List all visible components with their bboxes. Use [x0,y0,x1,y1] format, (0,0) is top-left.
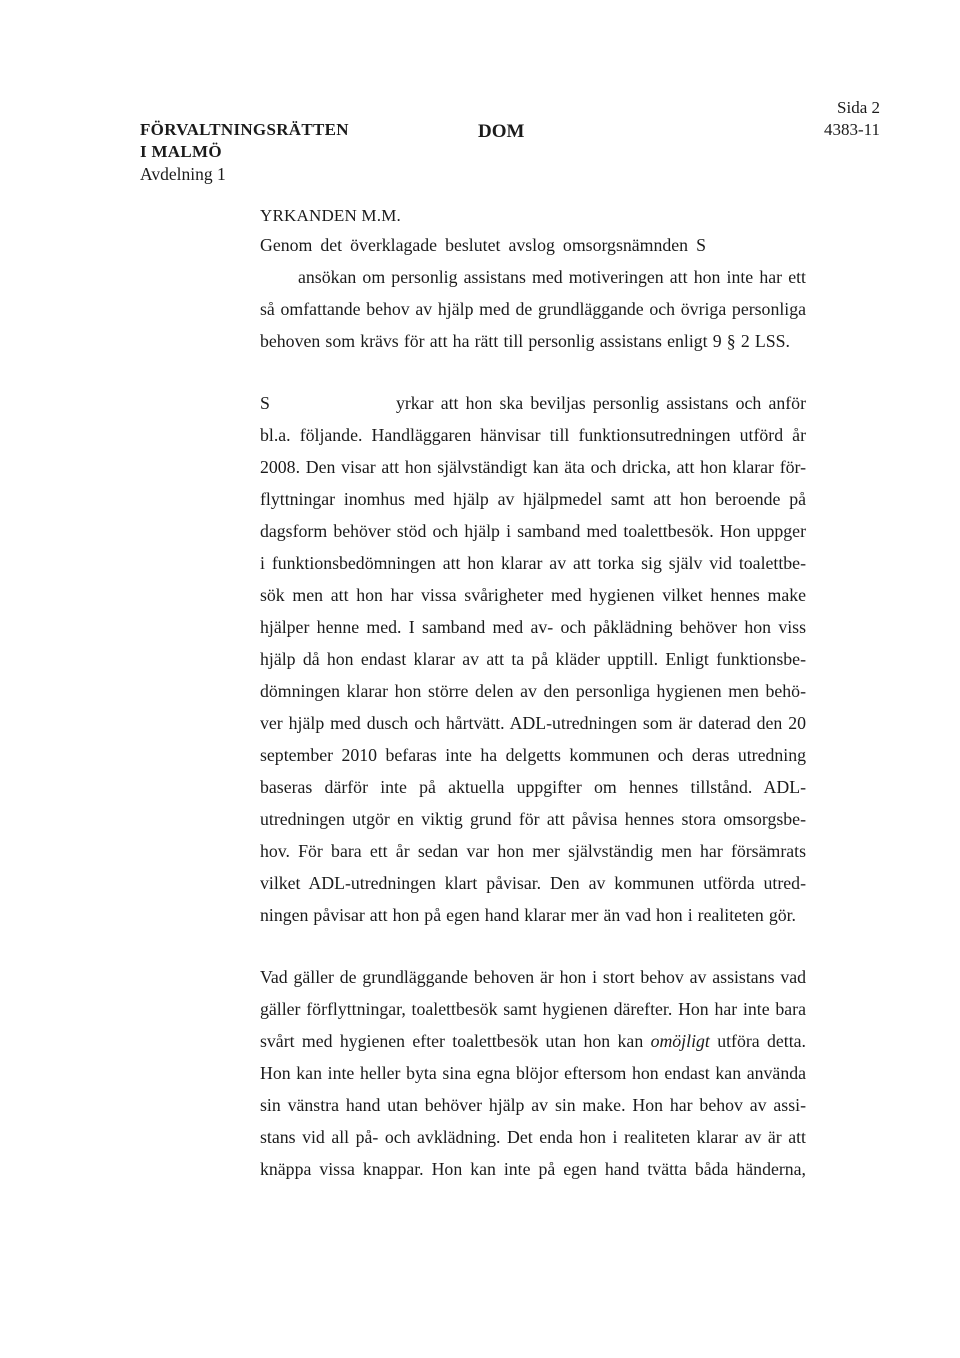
text-line: sin vänstra hand utan behöver hjälp av sin make. Hon har behov av assi- [260,1095,806,1115]
text-line: vilket ADL-utredningen klart påvisar. Den av kommunen utförda utred- [260,873,806,893]
text-line-content: yrkar att hon ska beviljas personlig assistans och anför [396,393,806,413]
text-line: behoven som krävs för att ha rätt till personlig assistans enligt 9 § 2 LSS. [260,331,790,351]
text-line: Genom det överklagade beslutet avslog omsorgsnämnden S [260,235,706,255]
text-line: Hon kan inte heller byta sina egna blöjor eftersom hon endast kan använda [260,1063,806,1083]
text-line: bl.a. följande. Handläggaren hänvisar till funktionsutredningen utförd år [260,425,806,445]
text-line: dagsform behöver stöd och hjälp i samband med toalettbesök. Hon uppger [260,521,806,541]
text-line: utredningen utgör en viktig grund för att påvisa hennes stora omsorgsbe- [260,809,806,829]
text-line: stans vid all på- och avklädning. Det enda hon i realiteten klarar av är att [260,1127,806,1147]
page-number: Sida 2 [837,98,880,117]
court-name: FÖRVALTNINGSRÄTTEN [140,120,349,139]
text-line: ansökan om personlig assistans med motiveringen att hon inte har ett [298,267,806,287]
text-line-after: utföra detta. [717,1031,806,1051]
court-division: Avdelning 1 [140,164,226,184]
text-line: ningen påvisar att hon på egen hand klarar mer än vad hon i realiteten gör. [260,905,796,925]
text-line: hjälper henne med. I samband med av- och påklädning behöver hon viss [260,617,806,637]
text-line: 2008. Den visar att hon självständigt kan äta och dricka, att hon klarar för- [260,457,806,477]
text-line [260,387,806,419]
case-number: 4383-11 [823,120,880,139]
court-location: I MALMÖ [140,142,222,161]
section-title: YRKANDEN M.M. [260,206,401,225]
text-line: dömningen klarar hon större delen av den personliga hygienen men behö- [260,681,806,701]
paragraph-basic-needs [260,961,806,1185]
text-line: ver hjälp med dusch och hårtvätt. ADL-utredningen som är daterad den 20 [260,713,806,733]
text-line: gäller förflyttningar, toalettbesök samt hygienen därefter. Hon har inte bara [260,999,806,1019]
emphasized-word: omöjligt [650,1031,710,1051]
text-line: så omfattande behov av hjälp med de grundläggande och övriga personliga [260,299,806,319]
text-line: flyttningar inomhus med hjälp av hjälpmedel samt att hon beroende på [260,489,806,509]
party-initial: S [260,393,270,413]
text-line [260,1025,806,1057]
paragraph-claims [260,387,806,931]
text-line: september 2010 befaras inte ha delgetts kommunen och deras utredning [260,745,806,765]
text-line: sök men att hon har vissa svårigheter med hygienen vilket hennes make [260,585,806,605]
text-line: hov. För bara ett år sedan var hon mer självständig men har försämrats [260,841,806,861]
text-line: knäppa vissa knappar. Hon kan inte på egen hand tvätta båda händerna, [260,1159,806,1179]
text-line: Vad gäller de grundläggande behoven är hon i stort behov av assistans vad [260,967,806,987]
document-type: DOM [478,121,525,142]
text-line: i funktionsbedömningen att hon klarar av att torka sig själv vid toalettbe- [260,553,806,573]
text-line-before: svårt med hygienen efter toalettbesök utan hon kan [260,1031,644,1051]
text-line: baseras därför inte på aktuella uppgifter om hennes tillstånd. ADL- [260,777,806,797]
text-line: hjälp då hon endast klarar av att ta på kläder upptill. Enligt funktionsbe- [260,649,806,669]
paragraph-decision [260,229,806,357]
